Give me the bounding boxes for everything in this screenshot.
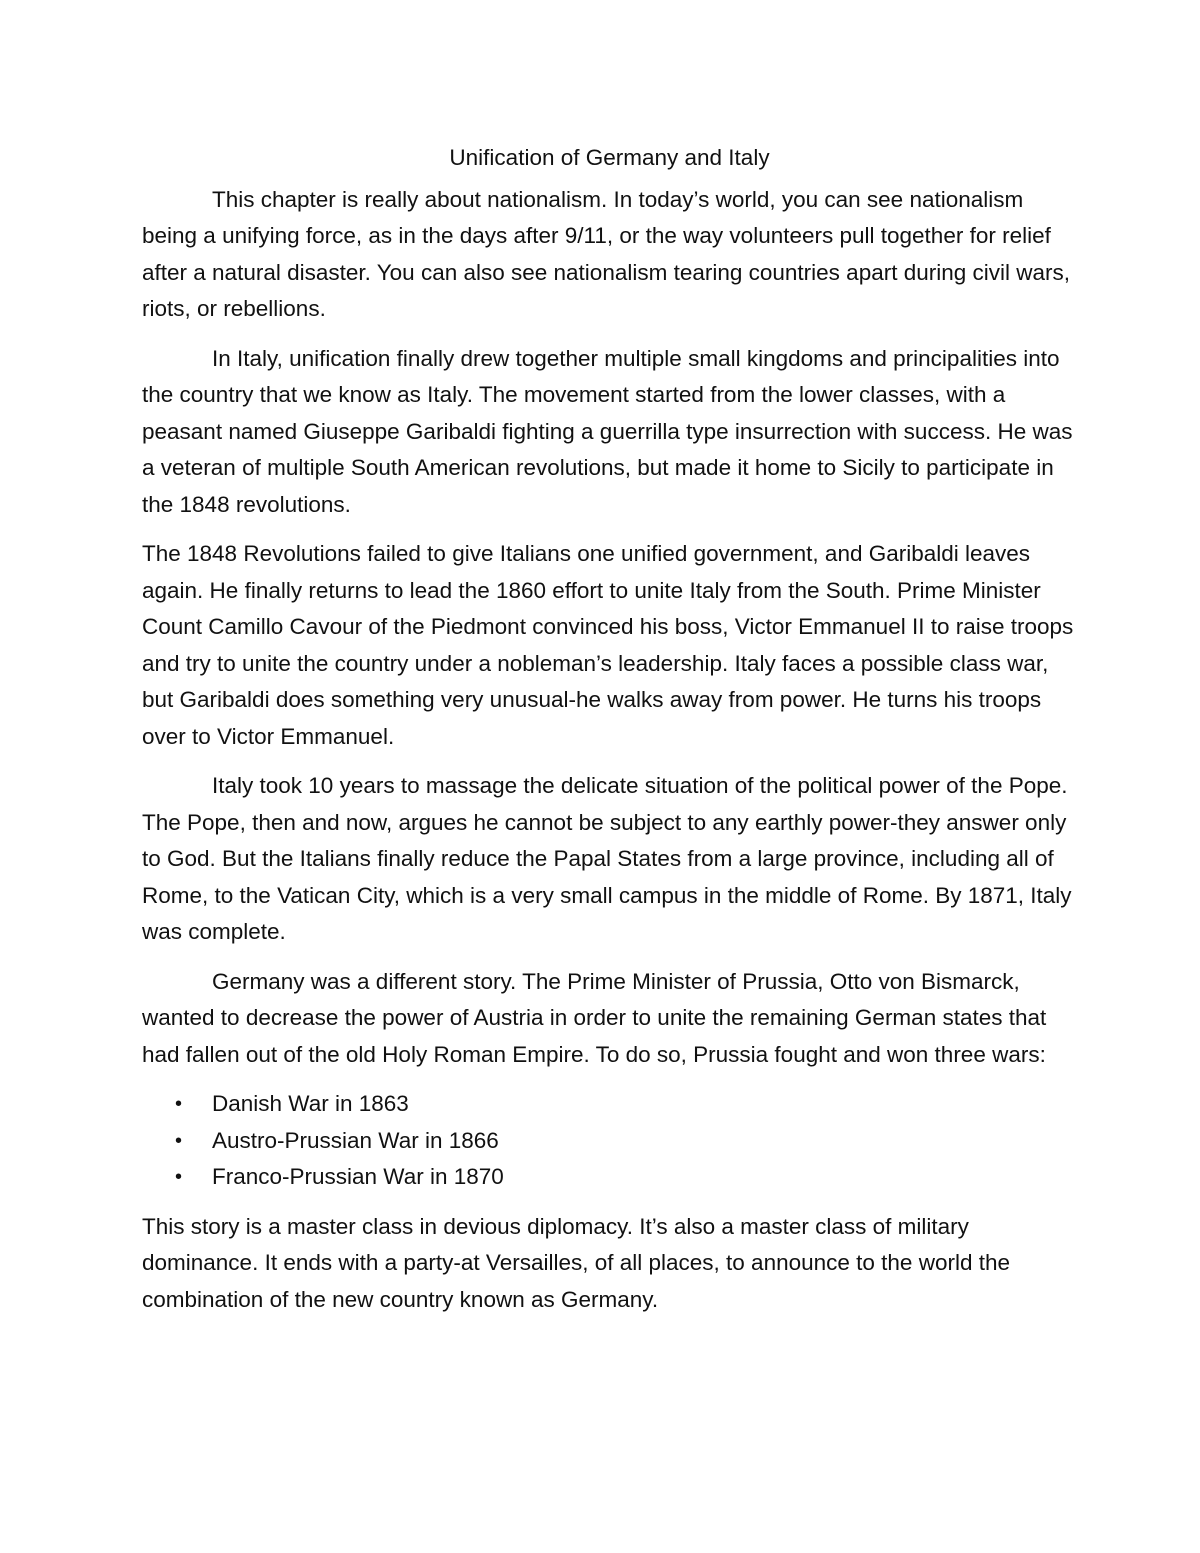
- bullet-icon: •: [175, 1166, 183, 1188]
- list-item: [142, 1086, 1077, 1123]
- list-item-text: Danish War in 1863: [212, 1091, 409, 1116]
- paragraph-1848-revolutions: The 1848 Revolutions failed to give Italians one unified government, and Garibaldi leaves again. He finally returns to lead the 1860 effort to unite Italy from the South. Prime Minister Count Camillo Cavour of the Piedmont convinced his boss, Victor Emmanuel II to raise troops and try to unite the country under a nobleman’s leadership. Italy faces a possible class war, but Garibaldi does something very unusual-he walks away from power. He turns his troops over to Victor Emmanuel.: [142, 541, 1074, 749]
- list-item: [142, 1123, 1077, 1160]
- paragraph-germany: Germany was a different story. The Prime Minister of Prussia, Otto von Bismarck, wanted to decrease the power of Austria in order to unite the remaining German states that had fallen out of the old Holy Roman Empire. To do so, Prussia fought and won three wars:: [142, 968, 1047, 1067]
- bullet-icon: •: [175, 1129, 183, 1152]
- document-body: [142, 140, 1077, 1331]
- bullet-icon: •: [175, 1093, 183, 1115]
- wars-list: [142, 1086, 1077, 1196]
- list-item-text: Austro-Prussian War in 1866: [212, 1127, 499, 1153]
- paragraph-italy-unification: In Italy, unification finally drew together multiple small kingdoms and principalities into the country that we know as Italy. The movement started from the lower classes, with a peasant named Giuseppe Garibaldi fighting a guerrilla type insurrection with success. He was a veteran of multiple South American revolutions, but made it home to Sicily to participate in the 1848 revolutions.: [142, 345, 1073, 517]
- paragraph-closing: This story is a master class in devious diplomacy. It’s also a master class of military dominance. It ends with a party-at Versailles, of all places, to announce to the world the combination of the new country known as Germany.: [142, 1213, 1010, 1312]
- paragraph-nationalism: This chapter is really about nationalism. In today’s world, you can see nationalism being a unifying force, as in the days after 9/11, or the way volunteers pull together for relief after a natural disaster. You can also see nationalism tearing countries apart during civil wars, riots, or rebellions.: [142, 186, 1071, 321]
- list-item-text: Franco-Prussian War in 1870: [212, 1164, 504, 1189]
- list-item: [142, 1159, 1077, 1196]
- document-title: Unification of Germany and Italy: [449, 145, 770, 170]
- paragraph-papal-states: Italy took 10 years to massage the delicate situation of the political power of the Pope. The Pope, then and now, argues he cannot be subject to any earthly power-they answer only to God. But the Italians finally reduce the Papal States from a large province, including all of Rome, to the Vatican City, which is a very small campus in the middle of Rome. By 1871, Italy was complete.: [142, 773, 1072, 944]
